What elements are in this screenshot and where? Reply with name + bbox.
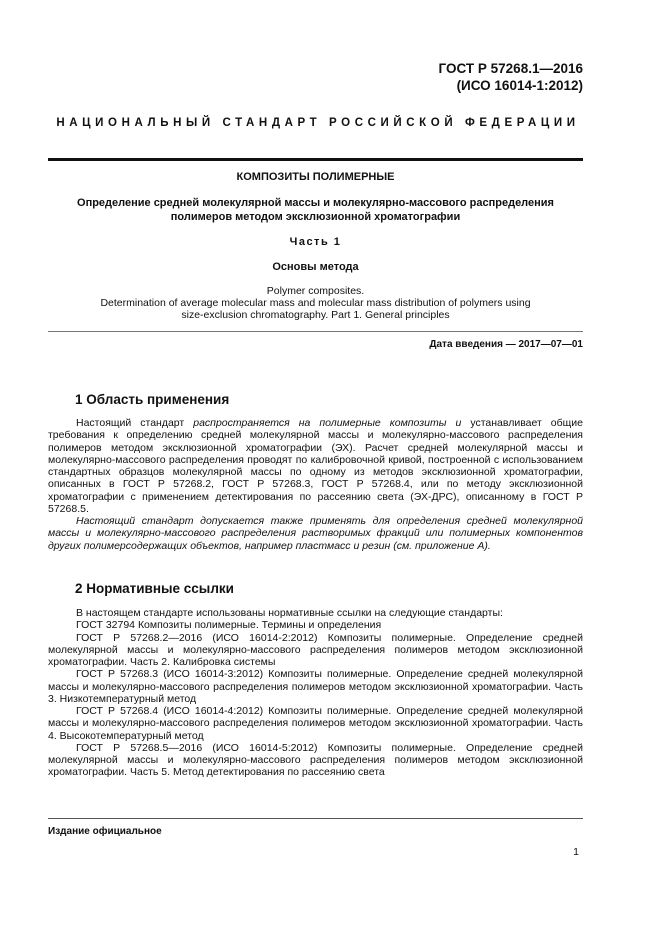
introduction-date: Дата введения — 2017—07—01 <box>429 339 583 350</box>
english-title-line: size-exclusion chromatography. Part 1. General principles <box>181 309 450 321</box>
subtitle-line: полимеров методом эксклюзионной хроматографии <box>170 211 461 223</box>
reference-item: ГОСТ Р 57268.5—2016 (ИСО 16014-5:2012) Композиты полимерные. Определение средней молекулярной массы и молекулярно-массового распределения полимеров методом эксклюзионной хроматографии. Часть 5. Метод детектирования по рассеянию света <box>48 741 583 779</box>
english-title <box>48 285 583 321</box>
reference-item: ГОСТ Р 57268.4 (ИСО 16014-4:2012) Композиты полимерные. Определение средней молекулярной массы и молекулярно-массового распределения полимеров методом эксклюзионной хроматографии. Часть 4. Высокотемпературный метод <box>48 705 583 742</box>
section-heading-references: 2 Нормативные ссылки <box>75 581 234 596</box>
title-divider <box>48 158 583 161</box>
date-divider <box>48 331 583 332</box>
english-title-line: Determination of average molecular mass and molecular mass distribution of polymers using <box>100 297 531 309</box>
national-standard-banner: НАЦИОНАЛЬНЫЙ СТАНДАРТ РОССИЙСКОЙ ФЕДЕРАЦИИ <box>56 117 580 129</box>
scope-text-start: Настоящий стандарт <box>76 417 194 429</box>
reference-item: ГОСТ 32794 Композиты полимерные. Термины и определения <box>76 619 382 632</box>
document-title: КОМПОЗИТЫ ПОЛИМЕРНЫЕ <box>236 171 395 183</box>
scope-text-rest: устанавливает общие требования к определению средней молекулярной массы и молекулярно-массового распределения полимеров методом эксклюзионной хроматографии (ЭХ). Расчет средней молекулярной массы и молекулярно-массового распределения проводят по калибровочной кривой, построенной с использованием стандартных образцов молекулярной массы по одному из методов эксклюзионной хроматографии, описанных в ГОСТ Р 57268.2, ГОСТ Р 57268.3, ГОСТ Р 57268.4, или по методу эксклюзионной хроматографии с применением детектирования по рассеянию света (ЭХ-ДРС), описанному в ГОСТ Р 57268.5. <box>48 417 583 515</box>
footer-divider <box>48 818 583 819</box>
english-title-line: Polymer composites. <box>266 285 365 297</box>
standard-code: ГОСТ Р 57268.1—2016 <box>438 61 583 76</box>
page-number: 1 <box>573 846 579 858</box>
scope-paragraph <box>48 417 583 515</box>
subtitle-line: Определение средней молекулярной массы и молекулярно-массового распределения <box>77 197 554 209</box>
references-section <box>48 607 583 779</box>
scope-text-italic: распространяется на полимерные композиты и <box>193 417 462 429</box>
part-label: Часть 1 <box>289 236 342 248</box>
scope-section <box>48 417 583 552</box>
document-subtitle <box>48 196 583 224</box>
reference-item: ГОСТ Р 57268.2—2016 (ИСО 16014-2:2012) Композиты полимерные. Определение средней молекулярной массы и молекулярно-массового распределения полимеров методом эксклюзионной хроматографии. Часть 2. Калибровка системы <box>48 631 583 668</box>
part-title: Основы метода <box>272 261 359 273</box>
section-heading-scope: 1 Область применения <box>75 392 230 407</box>
scope-paragraph-2: Настоящий стандарт допускается также применять для определения средней молекулярной массы и молекулярно-массового распределения растворимых фракций или полимерных компонентов других полимерсодержащих объектов, например пластмасс и резин (см. приложение А). <box>48 515 583 552</box>
references-intro: В настоящем стандарте использованы нормативные ссылки на следующие стандарты: <box>76 607 503 619</box>
official-edition-label: Издание официальное <box>48 826 162 837</box>
reference-item: ГОСТ Р 57268.3 (ИСО 16014-3:2012) Композиты полимерные. Определение средней молекулярной массы и молекулярно-массового распределения полимеров методом эксклюзионной хроматографии. Часть 3. Низкотемпературный метод <box>48 668 583 705</box>
iso-code: (ИСО 16014-1:2012) <box>456 78 583 93</box>
